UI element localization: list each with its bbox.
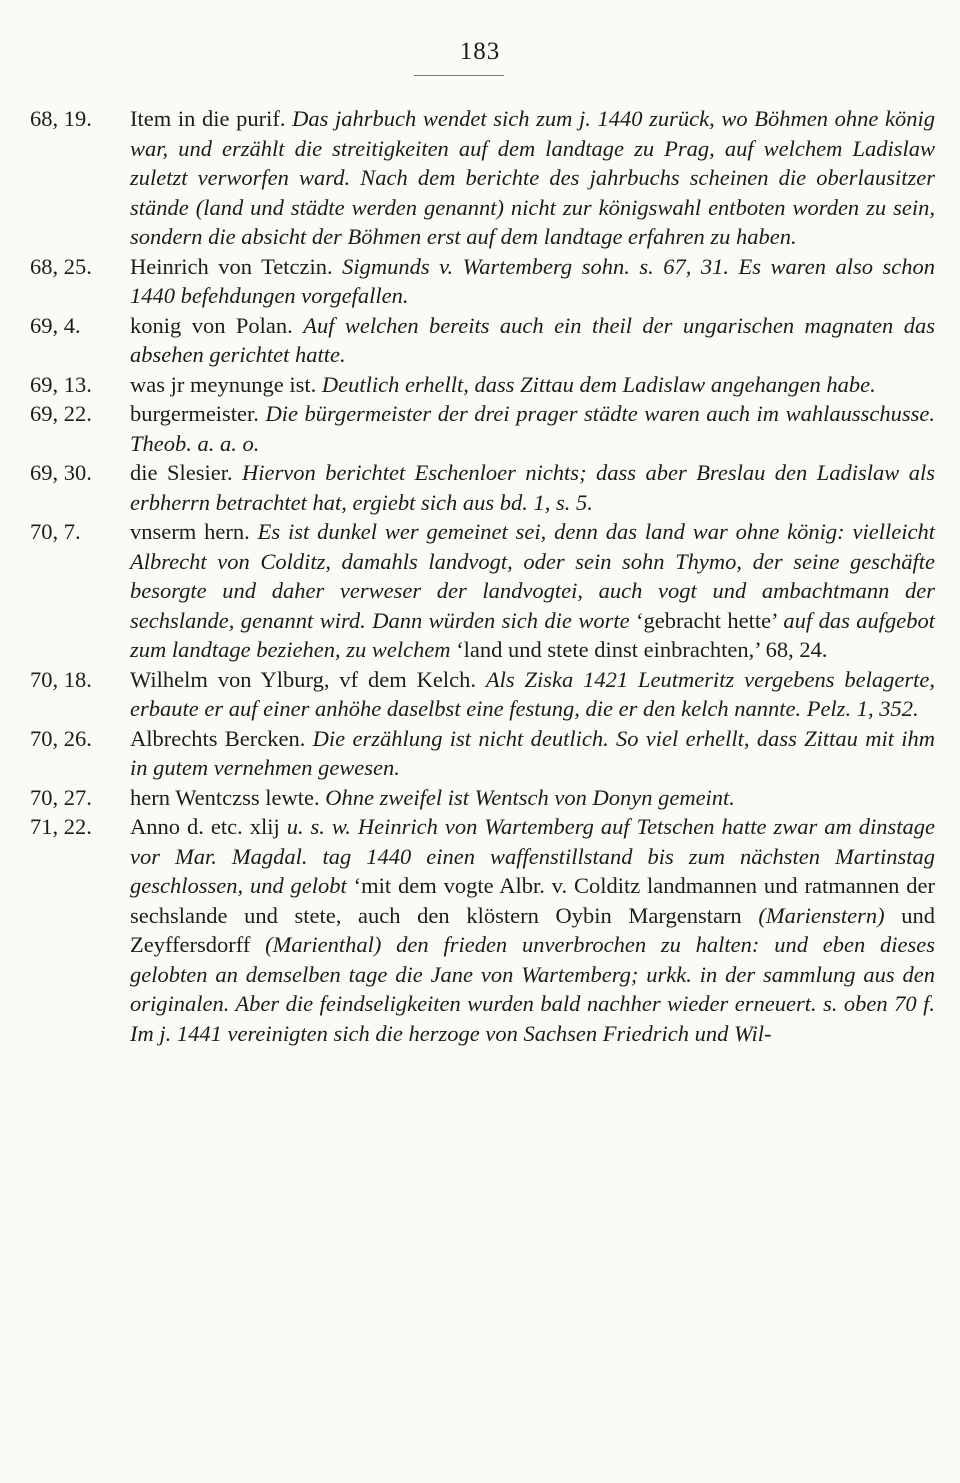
line-reference: 70, 7. — [30, 519, 81, 544]
note-text — [130, 458, 935, 517]
line-reference: 68, 19. — [30, 106, 92, 131]
commentary-text: (Marienstern) — [758, 902, 902, 928]
line-reference: 68, 25. — [30, 253, 92, 279]
quoted-lemma: die Slesier. — [130, 460, 243, 485]
commentary-text: Ohne zweifel ist Wentsch von Donyn gemeint. — [325, 784, 735, 810]
note-text — [130, 370, 935, 400]
commentary-text: Das jahrbuch wendet sich zum j. 1440 zurück, wo Böhmen ohne könig war, und erzählt die streitigkeiten auf dem landtage zu Prag, auf welchem Ladislaw zuletzt verworfen ward. Nach dem berichte des jahrbuchs scheinen die oberlausitzer stände (land und städte werden genannt) nicht zur königswahl entboten worden zu sein, sondern die absicht der Böhmen erst auf dem landtage erfahren zu haben. — [130, 106, 935, 249]
line-reference: 70, 26. — [30, 725, 92, 751]
note-entry — [30, 517, 935, 665]
quoted-lemma: hern Wentczss lewte. — [130, 784, 326, 810]
quoted-lemma: Anno d. etc. xlij — [130, 814, 287, 839]
line-reference: 70, 18. — [30, 666, 92, 692]
commentary-text: Sigmunds v. Wartemberg sohn. s. 67, 31. Es waren also schon 1440 befehdungen vorgefallen. — [130, 253, 935, 308]
commentary-text: Die erzählung ist nicht deutlich. So viel erhellt, dass Zittau mit ihm in gutem vernehmen gewesen. — [130, 725, 936, 780]
note-text — [130, 724, 935, 783]
note-entry — [30, 724, 935, 783]
quoted-lemma: konig von Polan. — [130, 312, 304, 338]
commentary-notes — [30, 104, 935, 1048]
quoted-source: ‘gebracht hette’ — [636, 607, 784, 633]
quoted-lemma: Albrechts Bercken. — [130, 725, 313, 751]
commentary-text: Auf welchen bereits auch ein theil der ungarischen magnaten das absehen gerichtet hatte. — [130, 312, 935, 367]
note-text — [130, 399, 935, 458]
note-entry — [30, 104, 935, 252]
note-text — [130, 104, 935, 252]
line-reference: 69, 22. — [30, 401, 92, 426]
commentary-text: auf das aufgebot zum landtage beziehen, zu welchem — [130, 607, 936, 662]
note-entry — [30, 311, 935, 370]
header-rule — [414, 75, 504, 76]
quoted-source: ‘land und stete dinst einbrachten,’ 68, 24. — [456, 637, 828, 662]
quoted-source: und Zeyffersdorff — [130, 902, 935, 957]
note-text — [130, 665, 935, 724]
line-reference: 69, 30. — [30, 460, 92, 485]
note-text — [130, 812, 935, 1048]
quoted-lemma: burgermeister. — [130, 401, 266, 426]
note-text — [130, 311, 935, 370]
quoted-source: ‘mit dem vogte Albr. v. Colditz landmannen und ratmannen der sechslande und stete, auch den klöstern Oybin Margenstarn — [130, 873, 935, 928]
commentary-text: Deutlich erhellt, dass Zittau dem Ladislaw angehangen habe. — [321, 371, 876, 397]
note-entry — [30, 783, 935, 813]
line-reference: 70, 27. — [30, 784, 92, 810]
commentary-text: u. s. w. Heinrich von Wartemberg auf Tetschen hatte zwar am dinstage vor Mar. Magdal. tag 1440 einen waffenstillstand bis zum nächsten Martinstag geschlossen, und gelobt — [130, 814, 935, 898]
commentary-text: (Marienthal) den frieden unverbrochen zu halten: und eben dieses gelobten an demselben tage die Jane von Wartemberg; urkk. in der sammlung aus den originalen. Aber die feindseligkeiten wurden bald nachher wieder erneuert. s. oben 70 f. Im j. 1441 vereinigten sich die herzoge von Sachsen Friedrich und Wil- — [130, 932, 935, 1046]
note-entry — [30, 458, 935, 517]
quoted-lemma: Heinrich von Tetczin. — [130, 253, 343, 279]
quoted-lemma: was jr meynunge ist. — [130, 371, 322, 397]
commentary-text: Hiervon berichtet Eschenloer nichts; dass aber Breslau den Ladislaw als erbherrn betrachtet hat, ergiebt sich aus bd. 1, s. 5. — [130, 460, 936, 515]
note-entry — [30, 399, 935, 458]
note-entry — [30, 665, 935, 724]
commentary-text: Es ist dunkel wer gemeinet sei, denn das land war ohne könig: vielleicht Albrecht von Colditz, damahls landvogt, oder sein sohn Thymo, der seine geschäfte besorgte und daher verweser der landvogtei, auch vogt und ambachtmann der sechslande, genannt wird. Dann würden sich die worte — [130, 519, 935, 633]
quoted-lemma: Wilhelm von Ylburg, vf dem Kelch. — [130, 666, 486, 692]
commentary-text: Die bürgermeister der drei prager städte waren auch im wahlausschusse. Theob. a. a. o. — [130, 401, 935, 456]
quoted-lemma: Item in die purif. — [130, 106, 293, 131]
note-entry — [30, 812, 935, 1048]
commentary-text: Als Ziska 1421 Leutmeritz vergebens belagerte, erbaute er auf einer anhöhe daselbst eine festung, die er den kelch nannte. Pelz. 1, 352. — [130, 666, 935, 721]
page-number: 183 — [459, 38, 501, 65]
line-reference: 71, 22. — [30, 814, 92, 839]
note-text — [130, 252, 935, 311]
line-reference: 69, 13. — [30, 371, 92, 397]
quoted-lemma: vnserm hern. — [130, 519, 258, 544]
note-text — [130, 517, 935, 665]
note-entry — [30, 252, 935, 311]
note-text — [130, 783, 935, 813]
line-reference: 69, 4. — [30, 312, 81, 338]
note-entry — [30, 370, 935, 400]
